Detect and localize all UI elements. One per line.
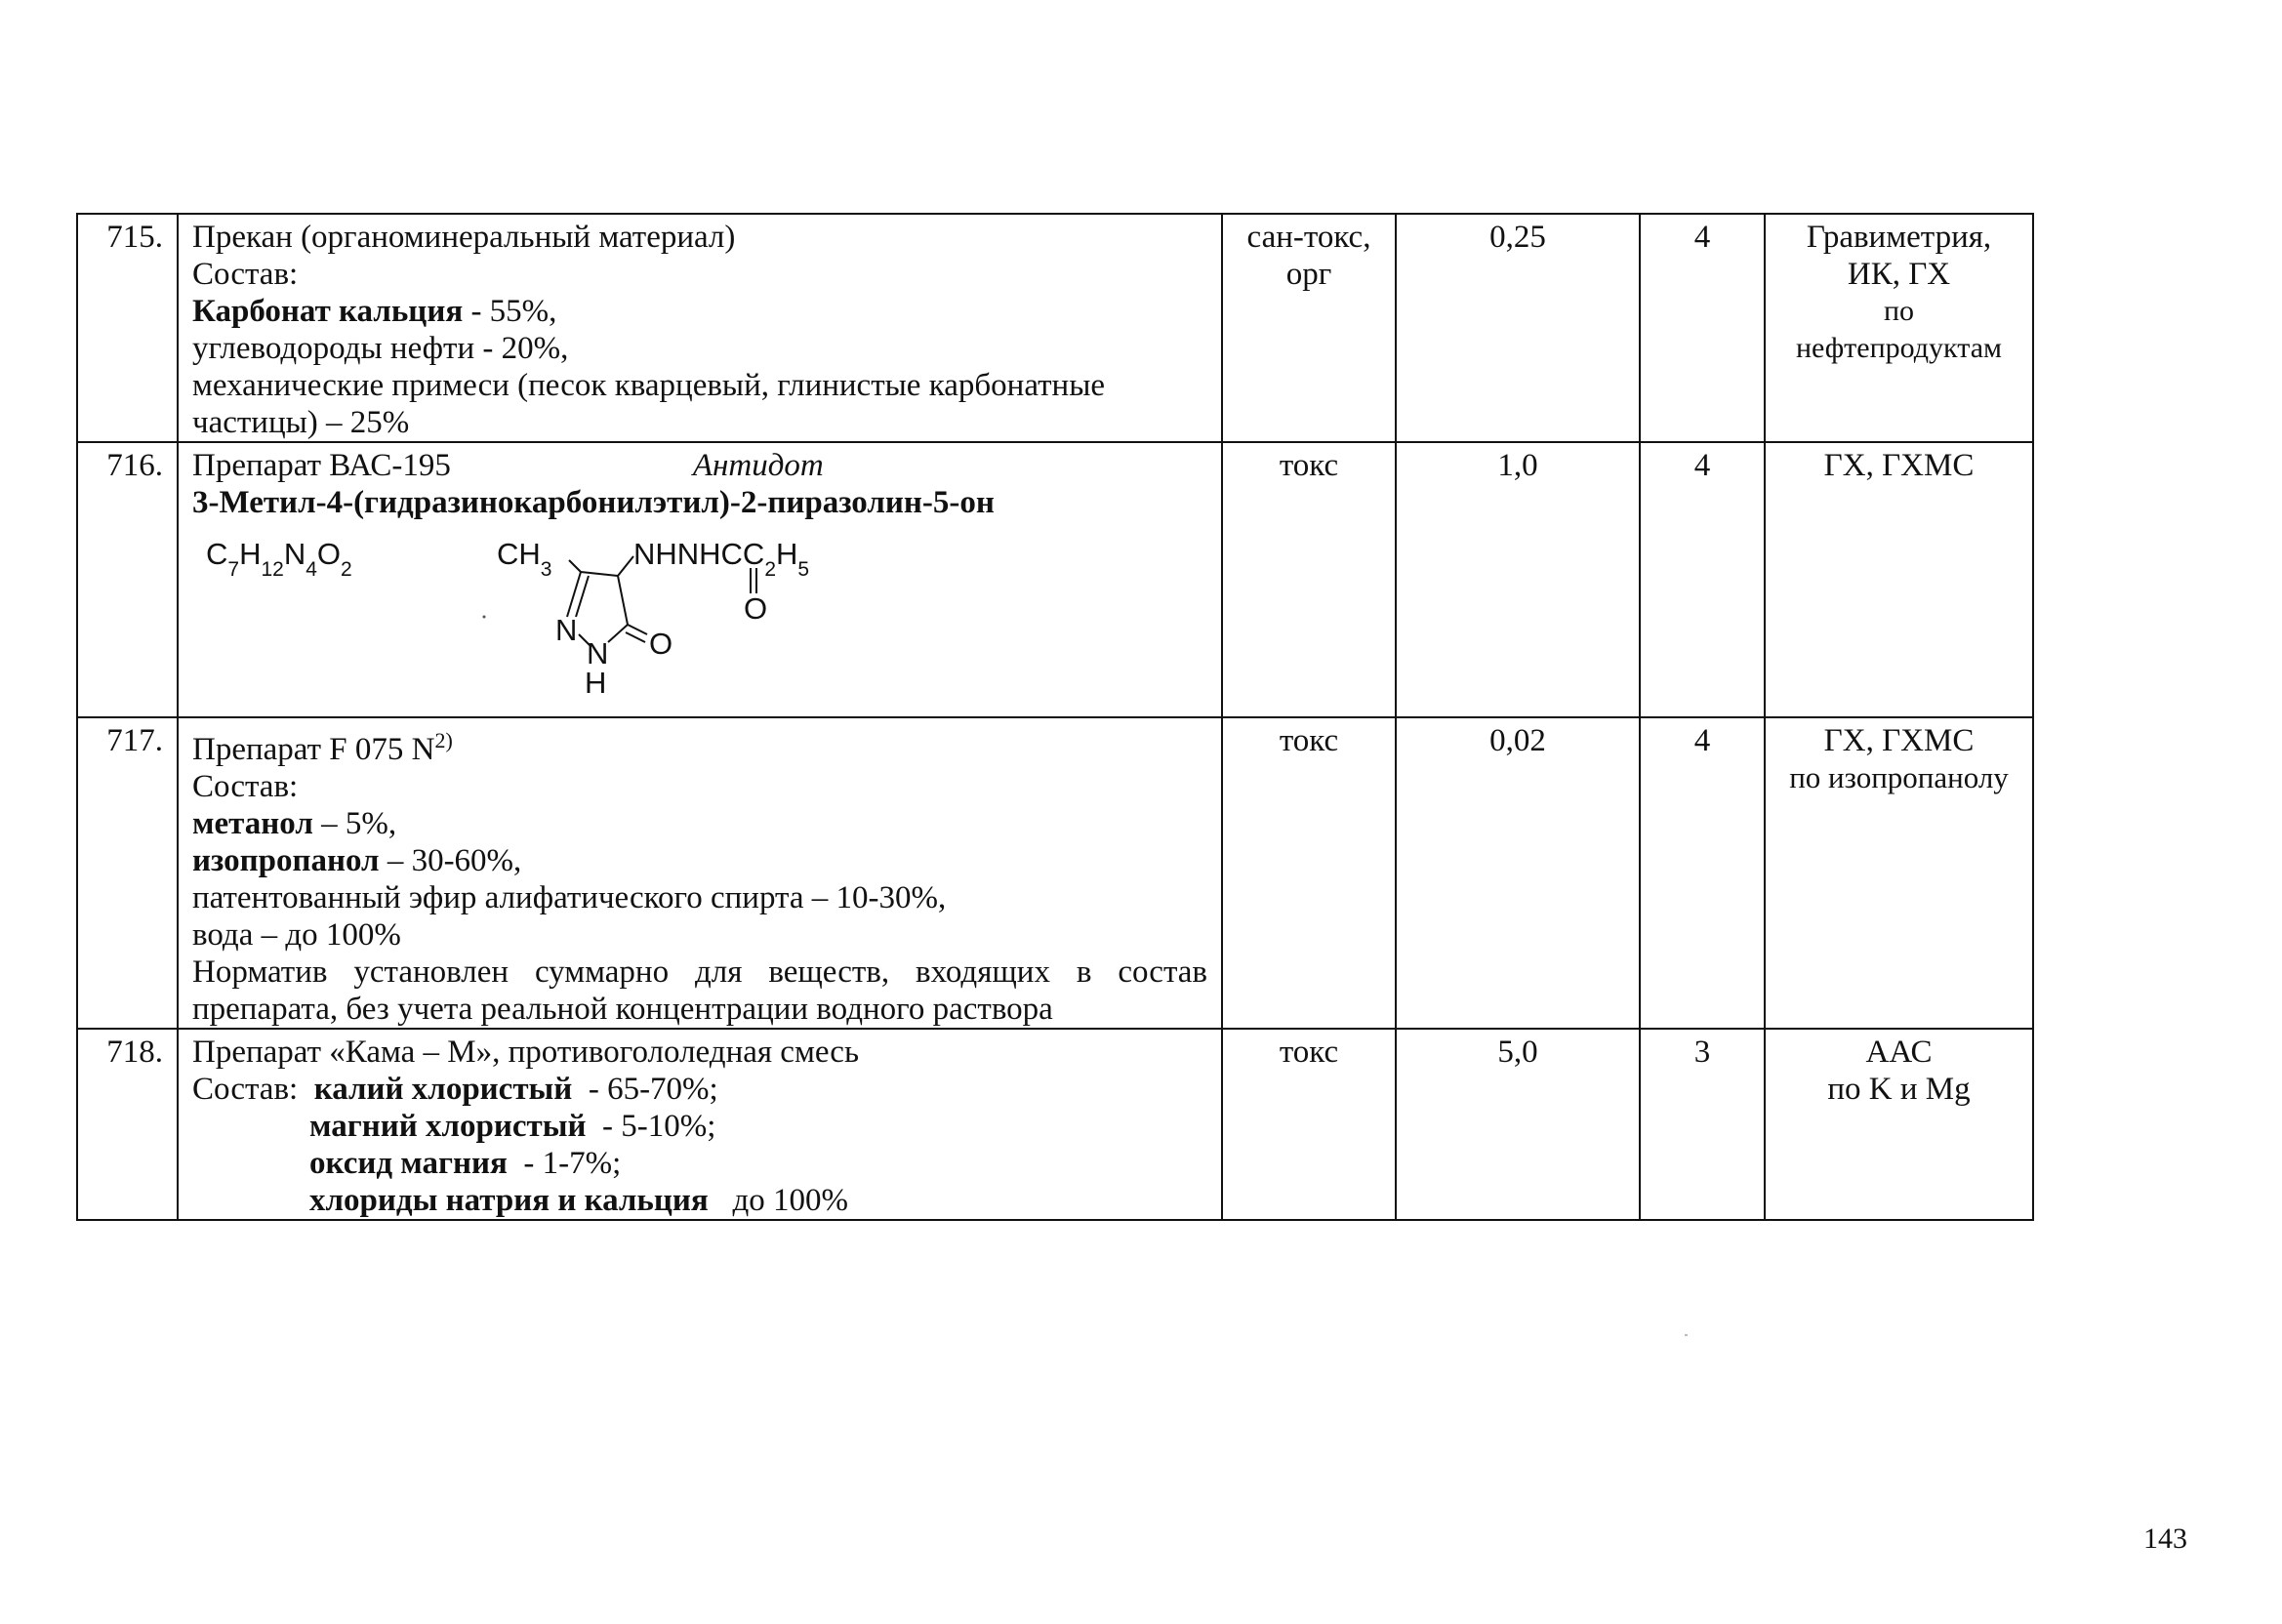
analysis-method <box>1765 214 2033 442</box>
substance-table <box>76 213 2034 1221</box>
table-row <box>77 214 2033 442</box>
hazard-text: орг <box>1285 257 1332 292</box>
hazard-class: 4 <box>1640 214 1765 442</box>
substance-description <box>178 442 1222 717</box>
component-name: метанол <box>192 806 313 841</box>
component-share: – 5%, <box>312 806 397 841</box>
chemical-name: 3-Метил-4-(гидразинокарбонилэтил)-2-пиразолин-5-он <box>192 485 995 520</box>
component-name: изопропанол <box>192 843 380 878</box>
ring-bond <box>618 576 628 625</box>
analysis-method <box>1765 717 2033 1029</box>
footnote-ref: 2) <box>434 728 453 752</box>
substance-title: Препарат «Кама – М», противогололедная смесь <box>192 1035 859 1070</box>
table-row <box>77 1029 2033 1220</box>
ring-bond <box>581 572 618 576</box>
ring-nitrogen-label: N <box>587 636 609 670</box>
limit-value: 1,0 <box>1396 442 1640 717</box>
substance-description <box>178 1029 1222 1220</box>
norm-note: препарата, без учета реальной концентрации водного раствора <box>192 992 1053 1027</box>
hazard-indicator <box>1222 214 1396 442</box>
method-text: Гравиметрия, <box>1806 220 1992 255</box>
composition-line <box>192 1071 1207 1108</box>
component-share: - 5-10%; <box>586 1109 716 1144</box>
composition-line <box>192 293 1207 330</box>
carbonyl-oxygen-label: O <box>744 591 768 626</box>
row-number: 718. <box>77 1029 178 1220</box>
hazard-class: 4 <box>1640 442 1765 717</box>
composition-line: механические примеси (песок кварцевый, глинистые карбонатные <box>192 368 1106 403</box>
composition-line: частицы) – 25% <box>192 405 410 440</box>
molecular-formula: $C_7H_{12}N_4O_2$ <box>206 537 352 581</box>
component-share: - 55%, <box>463 294 557 329</box>
hazard-text: сан-токс, <box>1246 220 1371 255</box>
method-text: по <box>1883 295 1915 327</box>
scan-speck <box>1685 1334 1688 1336</box>
title-line <box>192 447 1207 484</box>
method-text: по изопропанолу <box>1789 760 2009 794</box>
substance-title: Препарат ВАС-195 <box>192 448 451 483</box>
composition-label: Состав: <box>192 769 299 804</box>
limit-value: 5,0 <box>1396 1029 1640 1220</box>
page-number: 143 <box>2143 1522 2187 1555</box>
table-row <box>77 717 2033 1029</box>
ring-hydrogen-label: H <box>585 666 607 696</box>
composition-line: углеводороды нефти - 20%, <box>192 331 569 366</box>
composition-line: патентованный эфир алифатического спирта – 10-30%, <box>192 880 947 915</box>
method-text: ГХ, ГХМС <box>1823 723 1975 758</box>
hazard-indicator: токс <box>1222 442 1396 717</box>
component-share: - 65-70%; <box>572 1072 718 1107</box>
structural-formula <box>192 525 1207 705</box>
limit-value: 0,02 <box>1396 717 1640 1029</box>
side-chain-bond <box>618 556 633 576</box>
substance-title: Препарат F 075 N <box>192 732 435 767</box>
ring-carbonyl-bond <box>626 632 645 642</box>
table-row <box>77 442 2033 717</box>
substance-description <box>178 214 1222 442</box>
component-share: до 100% <box>708 1183 849 1218</box>
title-line <box>192 722 1207 768</box>
component-name: магний хлористый <box>309 1109 587 1144</box>
methyl-bond <box>569 560 581 572</box>
method-text: ИК, ГХ <box>1847 257 1951 292</box>
component-name: калий хлористый <box>313 1072 573 1107</box>
composition-line <box>192 842 1207 879</box>
row-number: 715. <box>77 214 178 442</box>
methyl-group-label: $CH_3$ <box>497 537 552 581</box>
analysis-method: ГХ, ГХМС <box>1765 442 2033 717</box>
composition-line <box>192 1182 1207 1219</box>
scan-speck <box>483 616 486 619</box>
hazard-class: 4 <box>1640 717 1765 1029</box>
component-share: – 30-60%, <box>379 843 522 878</box>
substance-description <box>178 717 1222 1029</box>
substance-note: Антидот <box>692 448 824 483</box>
row-number: 717. <box>77 717 178 1029</box>
hazard-indicator: токс <box>1222 717 1396 1029</box>
molecule-structure-diagram <box>192 525 876 696</box>
row-number: 716. <box>77 442 178 717</box>
side-chain-label: $NHNHCC_2H_5$ <box>633 537 810 581</box>
substance-title: Прекан (органоминеральный материал) <box>192 220 736 255</box>
method-text: нефтепродуктам <box>1795 332 2002 364</box>
method-text: ААС <box>1865 1035 1933 1070</box>
component-name: Карбонат кальция <box>192 294 464 329</box>
composition-line: вода – до 100% <box>192 917 401 953</box>
composition-line <box>192 805 1207 842</box>
component-share: - 1-7%; <box>507 1146 622 1181</box>
norm-note: Норматив установлен суммарно для веществ, входящих в состав <box>192 954 1207 990</box>
composition-label: Состав: <box>192 257 299 292</box>
limit-value: 0,25 <box>1396 214 1640 442</box>
composition-line <box>192 1108 1207 1145</box>
ring-nitrogen-label: N <box>555 613 578 647</box>
ring-carbonyl-bond <box>628 625 647 634</box>
composition-line <box>192 1145 1207 1182</box>
ring-bond <box>608 625 628 642</box>
method-text: по K и Mg <box>1827 1072 1971 1107</box>
analysis-method <box>1765 1029 2033 1220</box>
component-name: хлориды натрия и кальция <box>309 1183 709 1218</box>
composition-label: Состав: <box>192 1072 314 1107</box>
component-name: оксид магния <box>309 1146 508 1181</box>
hazard-class: 3 <box>1640 1029 1765 1220</box>
ring-oxygen-label: O <box>649 627 673 661</box>
hazard-indicator: токс <box>1222 1029 1396 1220</box>
